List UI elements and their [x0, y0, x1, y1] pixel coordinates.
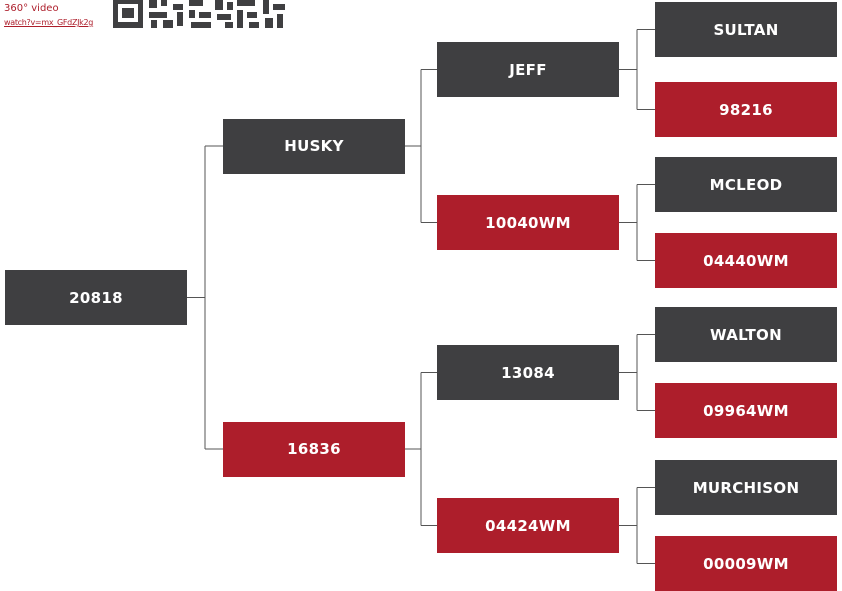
video-label: 360° video	[4, 3, 59, 14]
pedigree-node-98216: 98216	[655, 82, 837, 137]
pedigree-node-04440wm: 04440WM	[655, 233, 837, 288]
pedigree-node-mcleod: MCLEOD	[655, 157, 837, 212]
pedigree-node-04424wm: 04424WM	[437, 498, 619, 553]
pedigree-node-13084: 13084	[437, 345, 619, 400]
pedigree-node-sultan: SULTAN	[655, 2, 837, 57]
pedigree-node-10040wm: 10040WM	[437, 195, 619, 250]
pedigree-node-16836: 16836	[223, 422, 405, 477]
video-link[interactable]: watch?v=mx_GFdZJk2g	[4, 18, 94, 27]
pedigree-node-09964wm: 09964WM	[655, 383, 837, 438]
pedigree-node-walton: WALTON	[655, 307, 837, 362]
pedigree-node-husky: HUSKY	[223, 119, 405, 174]
pedigree-node-jeff: JEFF	[437, 42, 619, 97]
pedigree-node-00009wm: 00009WM	[655, 536, 837, 591]
pedigree-node-20818: 20818	[5, 270, 187, 325]
pedigree-node-murchison: MURCHISON	[655, 460, 837, 515]
